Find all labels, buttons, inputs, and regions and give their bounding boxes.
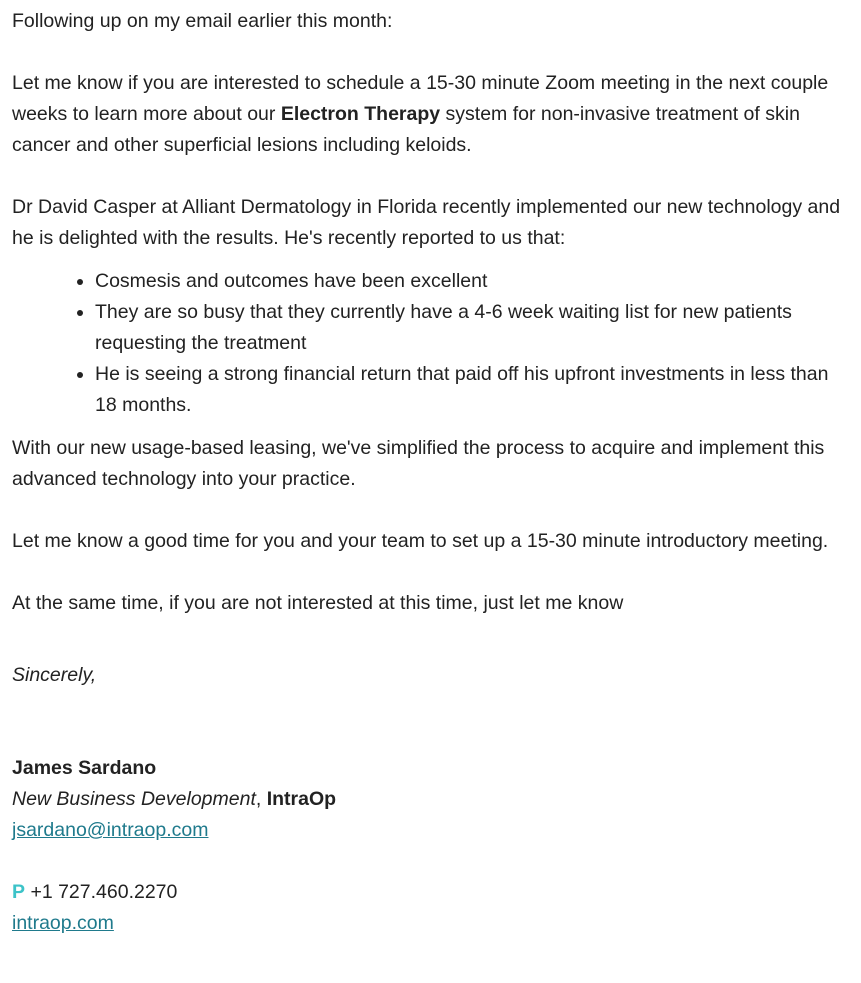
paragraph-schedule-text-end: system for non-invasive treatment of skin cancer and other superficial lesions including keloids.: [12, 103, 800, 156]
phone-label: P: [12, 881, 26, 903]
results-list: [12, 266, 854, 421]
sender-email-link[interactable]: jsardano@intraop.com: [12, 819, 209, 841]
paragraph-testimonial: Dr David Casper at Alliant Dermatology in Florida recently implemented our new technology and he is delighted with the results. He's recently reported to us that:: [12, 196, 841, 249]
paragraph-leasing: With our new usage-based leasing, we've simplified the process to acquire and implement this advanced technology into your practice.: [12, 437, 825, 490]
phone-number: +1 727.460.2270: [30, 881, 178, 903]
sender-name: James Sardano: [12, 757, 157, 779]
signature-block: [12, 753, 854, 939]
sender-title-line: [12, 784, 854, 815]
paragraph-opt-out: At the same time, if you are not interested at this time, just let me know: [12, 592, 624, 614]
product-name: Electron Therapy: [280, 103, 441, 125]
paragraph-schedule: [12, 68, 854, 161]
list-item: • He is seeing a strong financial return that paid off his upfront investments in less than 18 months.: [95, 359, 854, 421]
website-line: [12, 908, 854, 939]
sender-title: New Business Development: [12, 788, 256, 810]
phone-line: [12, 877, 854, 908]
sender-email-line: [12, 815, 854, 846]
company-name: IntraOp: [266, 788, 337, 810]
list-item: • Cosmesis and outcomes have been excellent: [95, 266, 854, 297]
website-link[interactable]: intraop.com: [12, 912, 114, 934]
title-separator: ,: [255, 788, 267, 810]
list-item: • They are so busy that they currently have a 4-6 week waiting list for new patients requesting the treatment: [95, 297, 854, 359]
intro-text: Following up on my email earlier this month:: [12, 10, 393, 32]
paragraph-schedule-text-start: Let me know if you are interested to schedule a 15-30 minute Zoom meeting in the next couple weeks to learn more about our: [12, 72, 829, 125]
sign-off: Sincerely,: [12, 664, 97, 686]
paragraph-meeting-request: Let me know a good time for you and your team to set up a 15-30 minute introductory meeting.: [12, 530, 829, 552]
